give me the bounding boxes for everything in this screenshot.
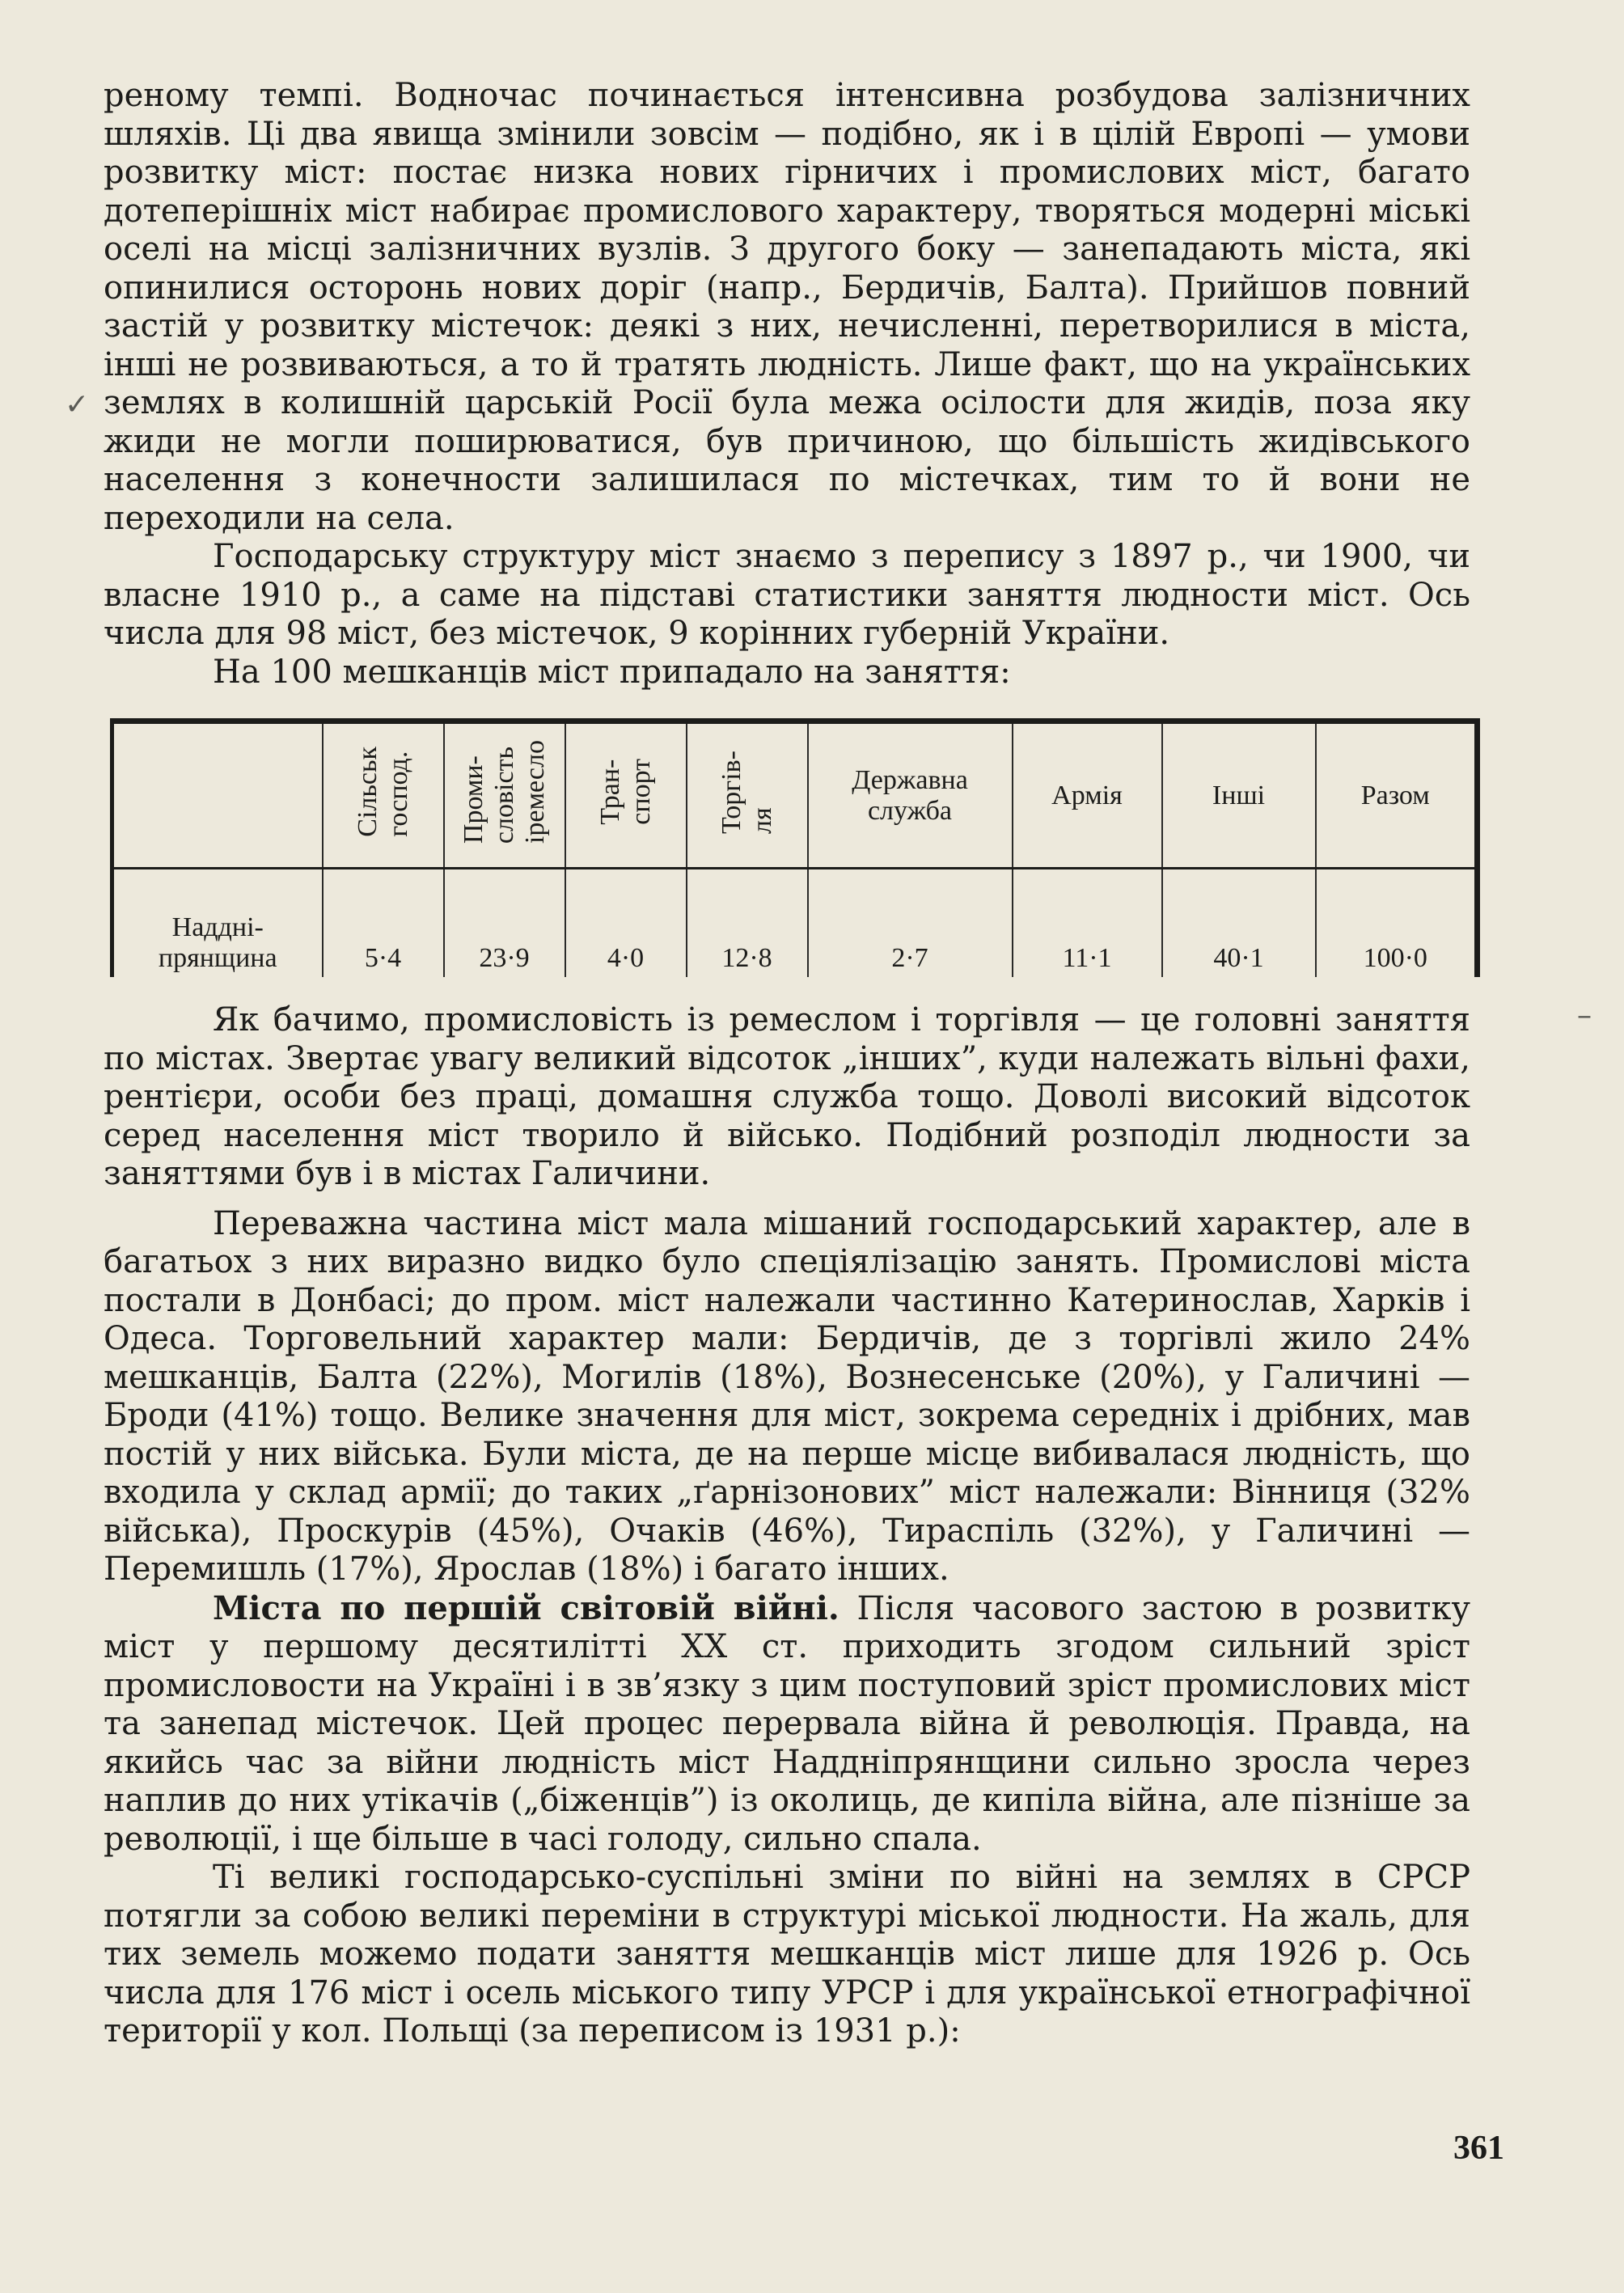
text-block-bottom (104, 1001, 1470, 2051)
table-header-row (112, 721, 1478, 869)
cell-transport: 4·0 (565, 869, 687, 978)
margin-checkmark: ✓ (65, 388, 90, 421)
paragraph-war (104, 1589, 1470, 1859)
table-caption: На 100 мешканців міст припадало на заняття: (213, 653, 1011, 691)
header-industry: Проми- словість іремесло (444, 721, 565, 869)
paragraph-railways: реному темпі. Водночас починається інтенсивна розбудова залізничних шляхів. Ці два явища змінили зовсім — подібно, як і в цілій Европі — умови розвитку міст: постає низка нових гірничих і промислових міст, багато дотеперішніх міст набирає промислового характеру, творяться модерні міські оселі на місці залізничних вузлів. З другого боку — занепадають міста, які опинилися осторонь нових доріг (напр., Бердичів, Балта). Прийшов повний застій у розвитку містечок: деякі з них, нечисленні, перетворилися в міста, інші не розвиваються, а то й тратять людність. Лише факт, що на українських землях в колишній царській Росії була межа осілости для жидів, поза яку жиди не могли поширюватися, був причиною, що більшість жидівського населення з конечности залишилася по містечках, тим то й вони не переходили на села. (104, 77, 1470, 537)
cell-state-service: 2·7 (808, 869, 1013, 978)
cell-army: 11·1 (1013, 869, 1162, 978)
header-agriculture: Сільськ господ. (323, 721, 444, 869)
table-row (112, 869, 1478, 978)
page-number: 361 (1453, 2130, 1504, 2167)
cell-industry: 23·9 (444, 869, 565, 978)
margin-dash: – (1577, 999, 1592, 1032)
paragraph-war-text: Після часового застою в розвитку міст у першому десятилітті XX ст. приходить згодом сильний зріст промисловости на Україні і в зв’язку з цим поступовий зріст промислових міст та занепад містечок. Цей процес перервала війна й революція. Правда, на якийсь час за війни людність міст Наддніпрянщини сильно зросла через наплив до них утікачів („біженців”) із околиць, де кипіла війна, але пізніше за революції, і ще більше в часі голоду, сильно спала. (104, 1589, 1470, 1858)
text-block-top (104, 77, 1470, 692)
section-heading: Міста по першій світовій війні. (213, 1589, 839, 1627)
paragraph-specialization: Переважна частина міст мала мішаний господарський характер, але в багатьох з них виразно видко було спеціялізацію занять. Промислові міста постали в Донбасі; до пром. міст належали частинно Катеринослав, Харків і Одеса. Торговельний характер мали: Бердичів, де з торгівлі жило 24% мешканців, Балта (22%), Могилів (18%), Вознесенське (20%), у Галичині — Броди (41%) тощо. Велике значення для міст, зокрема середніх і дрібних, мав постій у них війська. Були міста, де на перше місце вибивалася людність, що входила у склад армії; до таких „ґарнізонових” міст належали: Вінниця (32% війська), Проскурів (45%), Очаків (46%), Тираспіль (32%), у Галичині — Перемишль (17%), Ярослав (18%) і багато інших. (104, 1204, 1470, 1588)
header-total: Разом (1316, 721, 1478, 869)
header-region (112, 721, 323, 869)
paragraph-analysis: Як бачимо, промисловість із ремеслом і торгівля — це головні заняття по містах. Звертає увагу великий відсоток „інших”, куди належать вільні фахи, рентієри, особи без праці, домашня служба тощо. Доволі високий відсоток серед населення міст творило й військо. Подібний розподіл людности за заняттями був і в містах Галичини. (104, 1001, 1470, 1192)
header-army: Армія (1013, 721, 1162, 869)
occupation-table (110, 718, 1475, 977)
header-other: Інші (1162, 721, 1316, 869)
header-transport: Тран- спорт (565, 721, 687, 869)
cell-agriculture: 5·4 (323, 869, 444, 978)
cell-other: 40·1 (1162, 869, 1316, 978)
header-trade: Торгів- ля (687, 721, 808, 869)
paragraph-census: Господарську структуру міст знаємо з перепису з 1897 р., чи 1900, чи власне 1910 р., а саме на підставі статистики заняття людности міст. Ось числа для 98 міст, без містечок, 9 корінних губерній України. (104, 538, 1470, 652)
cell-total: 100·0 (1316, 869, 1478, 978)
paragraph-ussr: Ті великі господарсько-суспільні зміни по війні на землях в СРСР потягли за собою великі переміни в структурі міської людности. На жаль, для тих земель можемо подати заняття мешканців міст лише для 1926 р. Ось числа для 176 міст і осель міського типу УРСР і для української етнографічної території у кол. Польщі (за переписом із 1931 р.): (104, 1859, 1470, 2050)
cell-region: Наддні- прянщина (112, 869, 323, 978)
cell-trade: 12·8 (687, 869, 808, 978)
header-state-service: Державна служба (808, 721, 1013, 869)
